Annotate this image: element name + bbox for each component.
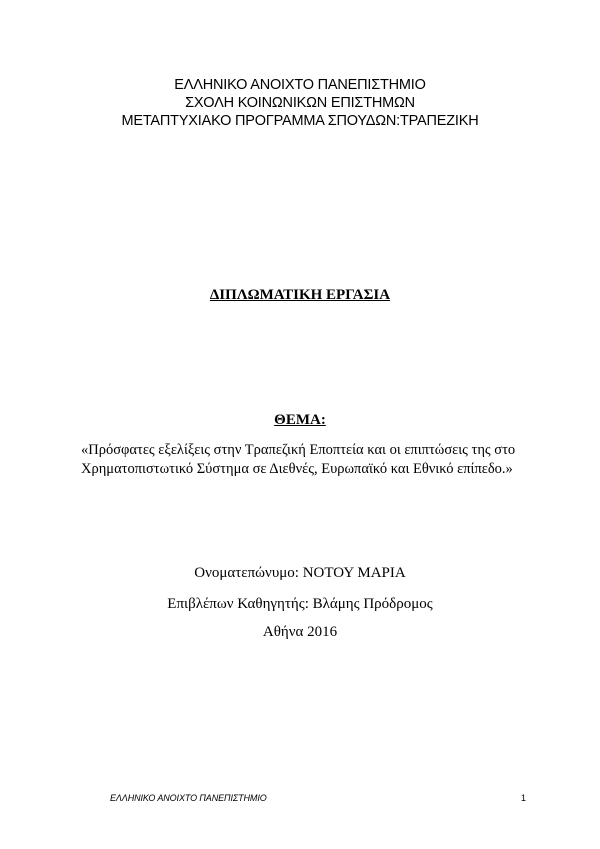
subject-text: «Πρόσφατες εξελίξεις στην Τραπεζική Εποπτεία και οι επιπτώσεις της στο Χρηματοπιστωτικό Σύστημα σε Διεθνές, Ευρωπαϊκό και Εθνικό επίπεδο.» <box>81 442 516 477</box>
university-name: ΕΛΛΗΝΙΚΟ ΑΝΟΙΧΤΟ ΠΑΝΕΠΙΣΤΗΜΙΟ <box>174 77 426 93</box>
program-name: ΜΕΤΑΠΤΥΧΙΑΚΟ ΠΡΟΓΡΑΜΜΑ ΣΠΟΥΔΩΝ:ΤΡΑΠΕΖΙΚΗ <box>121 113 479 129</box>
thesis-title: ΔΙΠΛΩΜΑΤΙΚΗ ΕΡΓΑΣΙΑ <box>209 287 391 303</box>
place-date: Αθήνα 2016 <box>262 624 338 640</box>
author-name: Ονοματεπώνυμο: ΝΟΤΟΥ ΜΑΡΙΑ <box>194 565 406 581</box>
subject-label: ΘΕΜΑ: <box>274 412 326 428</box>
page-number: 1 <box>521 793 527 803</box>
footer-text: ΕΛΛΗΝΙΚΟ ΑΝΟΙΧΤΟ ΠΑΝΕΠΙΣΤΗΜΙΟ <box>110 793 267 803</box>
school-name: ΣΧΟΛΗ ΚΟΙΝΩΝΙΚΩΝ ΕΠΙΣΤΗΜΩΝ <box>185 95 415 111</box>
university-header <box>0 76 600 130</box>
supervisor-name: Επιβλέπων Καθηγητής: Βλάμης Πρόδρομος <box>167 596 433 612</box>
